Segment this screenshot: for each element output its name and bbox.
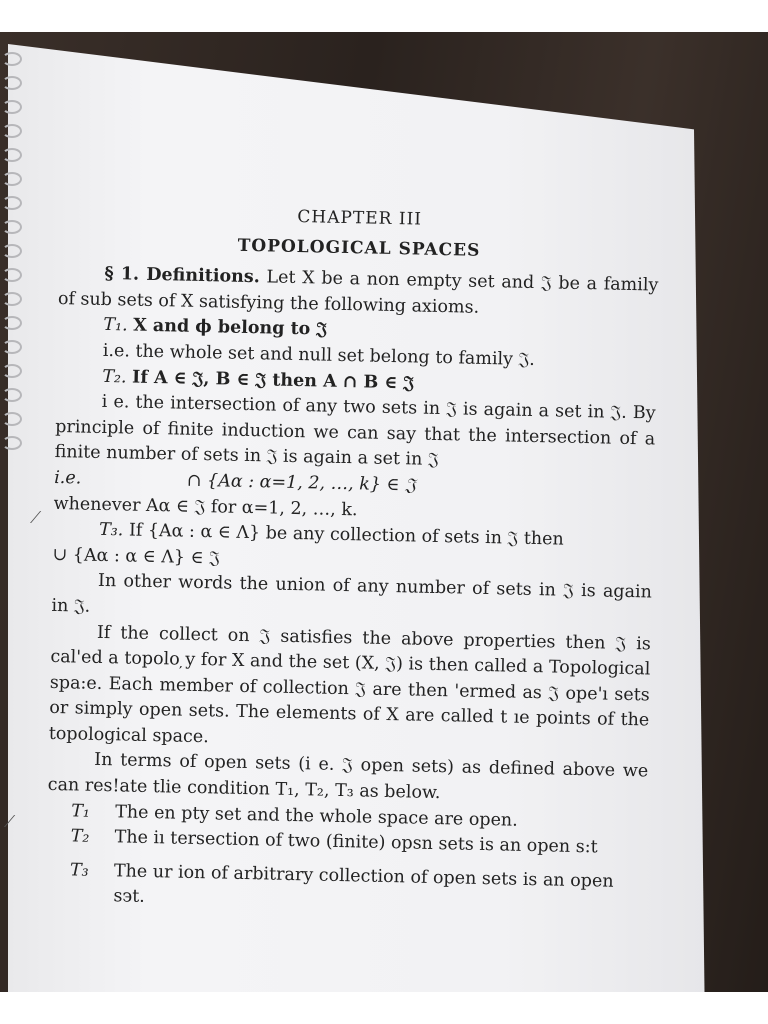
condition-3-text: The ur ion of arbitrary collection of open sets is an open sэt. <box>113 861 614 908</box>
other-words-paragraph: In other words the union of any number of sets in 𝔍 is again in 𝔍. <box>51 571 653 617</box>
condition-3-label: T₃ <box>69 860 89 881</box>
condition-1-label: T₁ <box>70 801 91 822</box>
topology-definition-paragraph: If the collect on 𝔍 satisfies the above properties then 𝔍 is cal'ed a topolo ̦y for X and the set (X, 𝔍) is then called a Topological spa:e. Each member of collection 𝔍 are then 'ermed as 𝔍 ope'ı sets or simply open sets. The elements of X are called t ıe points of the topological space. <box>48 622 652 748</box>
axiom-t3-label: T₃. <box>98 520 124 541</box>
axiom-t2-statement: If A ∈ 𝔍, B ∈ 𝔍 then A ∩ B ∈ 𝔍 <box>131 367 415 394</box>
pencil-mark-1: ⟋ <box>30 508 42 527</box>
axiom-t1-explanation: i.e. the whole set and null set belong to family 𝔍. <box>102 340 536 370</box>
pencil-mark-2: ⟋ <box>4 812 16 831</box>
axiom-t3-statement: If {Aα : α ∈ Λ} be any collection of sets in 𝔍 then <box>128 520 564 550</box>
intro-text: Let X be a non empty set and 𝔍 be a family of sub sets of X satisfying the following axioms. <box>57 267 659 318</box>
axiom-t2-whenever: whenever Aα ∈ 𝔍 for α=1, 2, …, k. <box>53 493 358 520</box>
condition-2-text: The iı tersection of two (finite) opsn sets is an open s:t <box>114 827 598 858</box>
ie-label: i.e. <box>53 467 82 489</box>
spiral-binding <box>0 44 26 992</box>
bottom-margin <box>0 992 768 1024</box>
condition-2-label: T₂ <box>70 826 90 848</box>
axiom-t3-formula: ∪ {Aα : α ∈ Λ} ∈ 𝔍 <box>52 544 221 569</box>
axiom-t1-statement: X and ϕ belong to 𝔍 <box>133 315 328 340</box>
axiom-t2-explanation: i e. the intersection of any two sets in 𝔍 is again a set in 𝔍. By principle of finite induction we can say that the intersection of a finite number of sets in 𝔍 is again a set in 𝔍 <box>54 392 656 471</box>
axiom-t2-label: T₂. <box>102 366 127 387</box>
axiom-t1-label: T₁. <box>103 315 128 336</box>
open-sets-paragraph: In terms of open sets (i e. 𝔍 open sets) as defined above we can res!ate tlie condition T₁, T₂, T₃ as below. <box>47 750 649 804</box>
section-label: § 1. Definitions. <box>104 264 260 288</box>
chapter-heading: CHAPTER III <box>297 206 423 230</box>
axiom-t2-formula: ∩ {Aα : α=1, 2, …, k} ∈ 𝔍 <box>186 470 416 496</box>
top-margin <box>0 0 768 32</box>
condition-1-text: The en pty set and the whole space are open. <box>114 801 518 831</box>
chapter-title: TOPOLOGICAL SPACES <box>237 235 481 261</box>
page-text <box>45 200 660 921</box>
